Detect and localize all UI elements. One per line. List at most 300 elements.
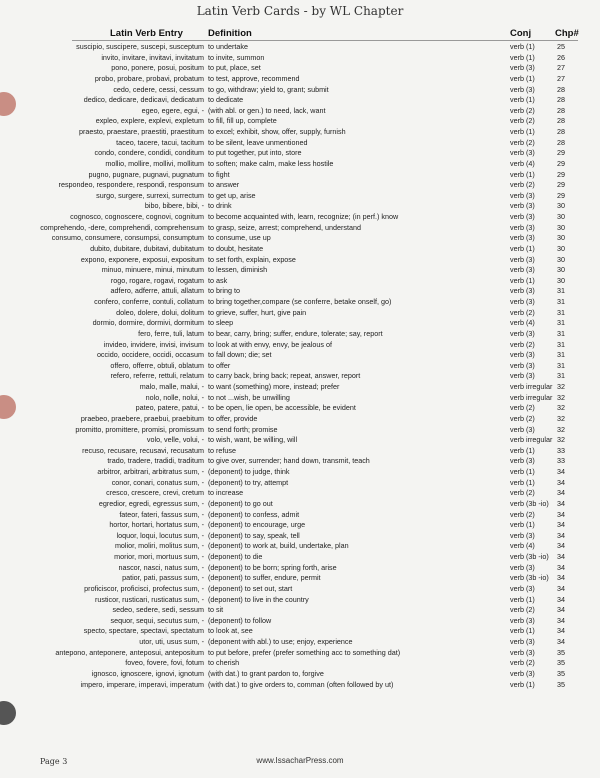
chapter-cell: 35 bbox=[557, 679, 565, 689]
table-row bbox=[0, 286, 600, 297]
conjugation-cell: verb (1) bbox=[510, 52, 535, 62]
definition-cell: to ask bbox=[208, 275, 228, 285]
latin-verb-entry: invideo, invidere, invisi, invisum bbox=[103, 339, 204, 349]
conjugation-cell: verb (3) bbox=[510, 350, 535, 360]
conjugation-cell: verb (1) bbox=[510, 467, 535, 476]
conjugation-cell: verb (2) bbox=[510, 509, 535, 519]
definition-cell: to fight bbox=[208, 169, 230, 179]
chapter-cell: 31 bbox=[557, 350, 565, 360]
conjugation-cell: verb (2) bbox=[510, 180, 535, 190]
definition-cell: to answer bbox=[208, 180, 240, 190]
conjugation-cell: verb (2) bbox=[510, 339, 535, 349]
chapter-cell: 29 bbox=[557, 148, 565, 158]
latin-verb-entry: dormio, dormire, dormivi, dormitum bbox=[92, 318, 204, 328]
conjugation-cell: verb (3) bbox=[510, 265, 535, 275]
latin-verb-entry: specto, spectare, spectavi, spectatum bbox=[83, 626, 204, 636]
definition-cell: to excel; exhibit, show, offer, supply, furnish bbox=[208, 127, 346, 136]
latin-verb-entry: bibo, bibere, bibi, - bbox=[144, 201, 204, 211]
table-row bbox=[0, 53, 600, 64]
definition-cell: (deponent) to die bbox=[208, 552, 263, 561]
definition-cell: to send forth; promise bbox=[208, 424, 278, 434]
latin-verb-entry: praebeo, praebere, praebui, praebitum bbox=[80, 413, 204, 423]
latin-verb-entry: surgo, surgere, surrexi, surrectum bbox=[96, 190, 204, 200]
table-row bbox=[0, 255, 600, 266]
definition-cell: to undertake bbox=[208, 42, 248, 51]
table-row bbox=[0, 478, 600, 489]
chapter-cell: 28 bbox=[557, 84, 565, 94]
latin-verb-entry: comprehendo, -dere, comprehendi, comprehensum bbox=[40, 222, 204, 232]
table-row bbox=[0, 584, 600, 595]
definition-cell: to not ...wish, be unwilling bbox=[208, 392, 290, 402]
definition-cell: to put before, prefer (prefer something acc to something dat) bbox=[208, 647, 401, 657]
table-row bbox=[0, 361, 600, 372]
table-row bbox=[0, 435, 600, 446]
page-number: Page 3 bbox=[40, 757, 68, 766]
chapter-cell: 34 bbox=[557, 605, 565, 615]
chapter-cell: 30 bbox=[557, 254, 565, 264]
latin-verb-entry: sedeo, sedere, sedi, sessum bbox=[112, 605, 204, 615]
definition-cell: (deponent) to be born; spring forth, arise bbox=[208, 562, 337, 572]
latin-verb-entry: cresco, crescere, crevi, cretum bbox=[106, 488, 204, 498]
latin-verb-entry: egeo, egere, egui, - bbox=[141, 105, 204, 115]
conjugation-cell: verb (2) bbox=[510, 403, 535, 413]
chapter-cell: 34 bbox=[557, 594, 565, 604]
definition-cell: to look at, see bbox=[208, 626, 253, 636]
table-row bbox=[0, 403, 600, 414]
latin-verb-entry: egredior, egredi, egressus sum, - bbox=[98, 498, 204, 508]
latin-verb-entry: suscipio, suscipere, suscepi, susceptum bbox=[76, 42, 204, 51]
conjugation-cell: verb (3) bbox=[510, 530, 535, 540]
latin-verb-entry: loquor, loqui, locutus sum, - bbox=[116, 530, 204, 540]
table-row bbox=[0, 191, 600, 202]
table-row bbox=[0, 233, 600, 244]
conjugation-cell: verb (3) bbox=[510, 637, 535, 646]
definition-cell: (deponent) to say, speak, tell bbox=[208, 530, 300, 540]
definition-cell: to grasp, seize, arrest; comprehend, understand bbox=[208, 222, 362, 232]
conjugation-cell: verb (1) bbox=[510, 275, 535, 285]
conjugation-cell: verb (2) bbox=[510, 605, 535, 615]
table-row bbox=[0, 658, 600, 669]
table-row bbox=[0, 382, 600, 393]
latin-verb-entry: respondeo, respondere, respondi, responsum bbox=[58, 180, 204, 190]
conjugation-cell: verb (3) bbox=[510, 201, 535, 211]
conjugation-cell: verb (3) bbox=[510, 456, 535, 466]
chapter-cell: 29 bbox=[557, 158, 565, 168]
chapter-cell: 28 bbox=[557, 137, 565, 147]
chapter-cell: 34 bbox=[557, 541, 565, 551]
definition-cell: to test, approve, recommend bbox=[208, 73, 300, 83]
latin-verb-entry: expono, exponere, exposui, expositum bbox=[80, 254, 204, 264]
chapter-cell: 34 bbox=[557, 562, 565, 572]
definition-cell: (deponent) to set out, start bbox=[208, 583, 293, 593]
conjugation-cell: verb (3) bbox=[510, 371, 535, 381]
latin-verb-entry: pono, ponere, posui, positum bbox=[111, 63, 204, 73]
definition-cell: to invite, summon bbox=[208, 52, 265, 62]
chapter-cell: 31 bbox=[557, 328, 565, 338]
table-row bbox=[0, 510, 600, 521]
definition-cell: to want (something) more, instead; prefer bbox=[208, 382, 340, 391]
conjugation-cell: verb (2) bbox=[510, 116, 535, 126]
conjugation-cell: verb (3) bbox=[510, 297, 535, 306]
table-row bbox=[0, 456, 600, 467]
conjugation-cell: verb (3) bbox=[510, 360, 535, 370]
latin-verb-entry: offero, offerre, obtuli, oblatum bbox=[110, 360, 204, 370]
table-row bbox=[0, 180, 600, 191]
definition-cell: to offer bbox=[208, 360, 231, 370]
conjugation-cell: verb (2) bbox=[510, 658, 535, 668]
latin-verb-entry: impero, imperare, imperavi, imperatum bbox=[80, 679, 204, 689]
chapter-cell: 34 bbox=[557, 626, 565, 636]
table-row bbox=[0, 371, 600, 382]
conjugation-cell: verb irregular bbox=[510, 382, 553, 391]
chapter-cell: 30 bbox=[557, 212, 565, 221]
conjugation-cell: verb (2) bbox=[510, 413, 535, 423]
table-row bbox=[0, 499, 600, 510]
chapter-cell: 34 bbox=[557, 509, 565, 519]
definition-cell: to bear, carry, bring; suffer, endure, tolerate; say, report bbox=[208, 328, 383, 338]
latin-verb-entry: utor, uti, usus sum, - bbox=[139, 637, 204, 646]
chapter-cell: 30 bbox=[557, 265, 565, 275]
table-row bbox=[0, 680, 600, 691]
table-row bbox=[0, 563, 600, 574]
definition-cell: to set forth, explain, expose bbox=[208, 254, 296, 264]
footer-url: www.IssacharPress.com bbox=[256, 756, 344, 765]
definition-cell: to be silent, leave unmentioned bbox=[208, 137, 308, 147]
conjugation-cell: verb (2) bbox=[510, 105, 535, 115]
latin-verb-entry: trado, tradere, tradidi, traditum bbox=[107, 456, 204, 466]
latin-verb-entry: pateo, patere, patui, - bbox=[135, 403, 204, 413]
definition-cell: to go, withdraw; yield to, grant; submit bbox=[208, 84, 329, 94]
chapter-cell: 27 bbox=[557, 73, 565, 83]
chapter-cell: 29 bbox=[557, 169, 565, 179]
latin-verb-entry: probo, probare, probavi, probatum bbox=[94, 73, 204, 83]
chapter-cell: 31 bbox=[557, 297, 565, 306]
table-row bbox=[0, 552, 600, 563]
definition-cell: to refuse bbox=[208, 445, 236, 455]
conjugation-cell: verb (3b -io) bbox=[510, 552, 549, 561]
latin-verb-entry: dubito, dubitare, dubitavi, dubitatum bbox=[90, 243, 204, 253]
latin-verb-entry: taceo, tacere, tacui, tacitum bbox=[116, 137, 204, 147]
header-definition: Definition bbox=[208, 28, 252, 39]
definition-cell: to be open, lie open, be accessible, be evident bbox=[208, 403, 356, 413]
conjugation-cell: verb irregular bbox=[510, 435, 553, 445]
latin-verb-entry: praesto, praestare, praestiti, praestitum bbox=[78, 127, 204, 136]
chapter-cell: 34 bbox=[557, 498, 565, 508]
conjugation-cell: verb (1) bbox=[510, 626, 535, 636]
chapter-cell: 28 bbox=[557, 127, 565, 136]
conjugation-cell: verb (4) bbox=[510, 318, 535, 328]
definition-cell: to put, place, set bbox=[208, 63, 261, 73]
conjugation-cell: verb (1) bbox=[510, 169, 535, 179]
latin-verb-entry: antepono, anteponere, anteposui, antepositum bbox=[55, 647, 204, 657]
chapter-cell: 34 bbox=[557, 615, 565, 625]
table-row bbox=[0, 106, 600, 117]
latin-verb-entry: cedo, cedere, cessi, cessum bbox=[113, 84, 204, 94]
definition-cell: (deponent) to judge, think bbox=[208, 467, 290, 476]
table-row bbox=[0, 85, 600, 96]
conjugation-cell: verb (1) bbox=[510, 42, 535, 51]
conjugation-cell: verb (1) bbox=[510, 73, 535, 83]
chapter-cell: 28 bbox=[557, 116, 565, 126]
conjugation-cell: verb (3b -io) bbox=[510, 498, 549, 508]
latin-verb-entry: proficiscor, proficisci, profectus sum, - bbox=[84, 583, 204, 593]
table-row bbox=[0, 244, 600, 255]
chapter-cell: 31 bbox=[557, 286, 565, 296]
chapter-cell: 29 bbox=[557, 180, 565, 190]
chapter-cell: 33 bbox=[557, 445, 565, 455]
table-row bbox=[0, 223, 600, 234]
table-row bbox=[0, 393, 600, 404]
definition-cell: to wish, want, be willing, will bbox=[208, 435, 298, 445]
table-row bbox=[0, 265, 600, 276]
table-row bbox=[0, 329, 600, 340]
chapter-cell: 31 bbox=[557, 307, 565, 317]
definition-cell: to consume, use up bbox=[208, 233, 271, 243]
latin-verb-entry: confero, conferre, contuli, collatum bbox=[94, 297, 204, 306]
definition-cell: to fill, fill up, complete bbox=[208, 116, 277, 126]
table-row bbox=[0, 170, 600, 181]
conjugation-cell: verb (3) bbox=[510, 63, 535, 73]
chapter-cell: 32 bbox=[557, 403, 565, 413]
table-row bbox=[0, 467, 600, 478]
conjugation-cell: verb (3) bbox=[510, 583, 535, 593]
definition-cell: to drink bbox=[208, 201, 232, 211]
table-row bbox=[0, 297, 600, 308]
verb-table bbox=[0, 42, 600, 690]
definition-cell: to bring to bbox=[208, 286, 240, 296]
latin-verb-entry: foveo, fovere, fovi, fotum bbox=[125, 658, 204, 668]
latin-verb-entry: adfero, adferre, attuli, allatum bbox=[110, 286, 204, 296]
latin-verb-entry: ignosco, ignoscere, ignovi, ignotum bbox=[91, 668, 204, 678]
definition-cell: (deponent) to suffer, endure, permit bbox=[208, 573, 321, 583]
conjugation-cell: verb (1) bbox=[510, 127, 535, 136]
chapter-cell: 30 bbox=[557, 275, 565, 285]
definition-cell: to become acquainted with, learn, recognize; (in perf.) know bbox=[208, 212, 399, 221]
conjugation-cell: verb (1) bbox=[510, 594, 535, 604]
chapter-cell: 31 bbox=[557, 339, 565, 349]
conjugation-cell: verb (3) bbox=[510, 647, 535, 657]
table-row bbox=[0, 318, 600, 329]
latin-verb-entry: sequor, sequi, secutus sum, - bbox=[110, 615, 204, 625]
table-row bbox=[0, 669, 600, 680]
definition-cell: (deponent) to encourage, urge bbox=[208, 520, 306, 530]
chapter-cell: 34 bbox=[557, 573, 565, 583]
header-latin-verb-entry: Latin Verb Entry bbox=[110, 28, 183, 39]
chapter-cell: 35 bbox=[557, 668, 565, 678]
latin-verb-entry: rogo, rogare, rogavi, rogatum bbox=[110, 275, 204, 285]
definition-cell: to fall down; die; set bbox=[208, 350, 272, 360]
latin-verb-entry: molior, moliri, molitus sum, - bbox=[114, 541, 204, 551]
definition-cell: to put together, put into, store bbox=[208, 148, 302, 158]
chapter-cell: 30 bbox=[557, 222, 565, 232]
latin-verb-entry: volo, velle, volui, - bbox=[146, 435, 204, 445]
table-row bbox=[0, 573, 600, 584]
chapter-cell: 31 bbox=[557, 318, 565, 328]
latin-verb-entry: condo, condere, condidi, conditum bbox=[94, 148, 204, 158]
conjugation-cell: verb (3) bbox=[510, 254, 535, 264]
definition-cell: to increase bbox=[208, 488, 244, 498]
definition-cell: to get up, arise bbox=[208, 190, 256, 200]
conjugation-cell: verb (2) bbox=[510, 488, 535, 498]
conjugation-cell: verb (2) bbox=[510, 307, 535, 317]
table-row bbox=[0, 212, 600, 223]
chapter-cell: 32 bbox=[557, 435, 565, 445]
definition-cell: to sleep bbox=[208, 318, 234, 328]
chapter-cell: 34 bbox=[557, 583, 565, 593]
latin-verb-entry: recuso, recusare, recusavi, recusatum bbox=[82, 445, 204, 455]
conjugation-cell: verb (3b -io) bbox=[510, 573, 549, 583]
definition-cell: (with abl. or gen.) to need, lack, want bbox=[208, 105, 326, 115]
table-row bbox=[0, 148, 600, 159]
conjugation-cell: verb (3) bbox=[510, 84, 535, 94]
table-row bbox=[0, 520, 600, 531]
table-row bbox=[0, 276, 600, 287]
latin-verb-entry: hortor, hortari, hortatus sum, - bbox=[109, 520, 204, 530]
definition-cell: to dedicate bbox=[208, 95, 244, 105]
chapter-cell: 32 bbox=[557, 392, 565, 402]
chapter-cell: 34 bbox=[557, 488, 565, 498]
table-row bbox=[0, 74, 600, 85]
definition-cell: to look at with envy, envy, be jealous of bbox=[208, 339, 332, 349]
chapter-cell: 27 bbox=[557, 63, 565, 73]
conjugation-cell: verb (2) bbox=[510, 137, 535, 147]
definition-cell: to carry back, bring back; repeat, answer, report bbox=[208, 371, 361, 381]
latin-verb-entry: fero, ferre, tuli, latum bbox=[138, 328, 204, 338]
conjugation-cell: verb (1) bbox=[510, 679, 535, 689]
header-chapter: Chp# bbox=[555, 28, 579, 39]
chapter-cell: 34 bbox=[557, 467, 565, 476]
definition-cell: (with dat.) to grant pardon to, forgive bbox=[208, 668, 324, 678]
chapter-cell: 31 bbox=[557, 371, 565, 381]
conjugation-cell: verb (3) bbox=[510, 615, 535, 625]
table-row bbox=[0, 159, 600, 170]
table-row bbox=[0, 138, 600, 149]
header-conj: Conj bbox=[510, 28, 532, 39]
table-row bbox=[0, 425, 600, 436]
chapter-cell: 35 bbox=[557, 647, 565, 657]
conjugation-cell: verb (3) bbox=[510, 668, 535, 678]
conjugation-cell: verb (3) bbox=[510, 286, 535, 296]
latin-verb-entry: minuo, minuere, minui, minutum bbox=[101, 265, 204, 275]
latin-verb-entry: patior, pati, passus sum, - bbox=[122, 573, 204, 583]
conjugation-cell: verb (1) bbox=[510, 445, 535, 455]
conjugation-cell: verb (1) bbox=[510, 95, 535, 105]
latin-verb-entry: expleo, explere, explevi, expletum bbox=[95, 116, 204, 126]
table-row bbox=[0, 488, 600, 499]
table-row bbox=[0, 414, 600, 425]
chapter-cell: 32 bbox=[557, 382, 565, 391]
table-row bbox=[0, 350, 600, 361]
conjugation-cell: verb (3) bbox=[510, 190, 535, 200]
definition-cell: to give over, surrender; hand down, transmit, teach bbox=[208, 456, 370, 466]
table-row bbox=[0, 637, 600, 648]
chapter-cell: 28 bbox=[557, 105, 565, 115]
page-title: Latin Verb Cards - by WL Chapter bbox=[196, 4, 404, 18]
chapter-cell: 33 bbox=[557, 456, 565, 466]
latin-verb-entry: occido, occidere, occidi, occasum bbox=[96, 350, 204, 360]
conjugation-cell: verb (3) bbox=[510, 233, 535, 243]
table-row bbox=[0, 116, 600, 127]
conjugation-cell: verb (4) bbox=[510, 541, 535, 551]
definition-cell: to bring together,compare (se conferre, betake onself, go) bbox=[208, 297, 392, 306]
latin-verb-entry: conor, conari, conatus sum, - bbox=[111, 477, 204, 487]
table-row bbox=[0, 605, 600, 616]
definition-cell: (deponent) to confess, admit bbox=[208, 509, 300, 519]
chapter-cell: 34 bbox=[557, 552, 565, 561]
latin-verb-entry: promitto, promittere, promisi, promissum bbox=[75, 424, 204, 434]
definition-cell: (deponent) to go out bbox=[208, 498, 273, 508]
definition-cell: (with dat.) to give orders to, comman (often followed by ut) bbox=[208, 679, 394, 689]
table-row bbox=[0, 616, 600, 627]
table-row bbox=[0, 648, 600, 659]
definition-cell: to offer, provide bbox=[208, 413, 258, 423]
conjugation-cell: verb (3) bbox=[510, 562, 535, 572]
conjugation-cell: verb (4) bbox=[510, 158, 535, 168]
chapter-cell: 34 bbox=[557, 477, 565, 487]
chapter-cell: 25 bbox=[557, 42, 565, 51]
chapter-cell: 29 bbox=[557, 190, 565, 200]
latin-verb-entry: cognosco, cognoscere, cognovi, cognitum bbox=[70, 212, 204, 221]
chapter-cell: 34 bbox=[557, 530, 565, 540]
chapter-cell: 34 bbox=[557, 520, 565, 530]
punch-hole-bottom bbox=[0, 701, 16, 725]
definition-cell: (deponent with abl.) to use; enjoy, experience bbox=[208, 637, 353, 646]
conjugation-cell: verb (3) bbox=[510, 148, 535, 158]
table-row bbox=[0, 626, 600, 637]
definition-cell: (deponent) to follow bbox=[208, 615, 272, 625]
latin-verb-entry: pugno, pugnare, pugnavi, pugnatum bbox=[88, 169, 204, 179]
table-row bbox=[0, 308, 600, 319]
latin-verb-entry: refero, referre, rettuli, relatum bbox=[110, 371, 204, 381]
table-row bbox=[0, 42, 600, 53]
definition-cell: to doubt, hesitate bbox=[208, 243, 264, 253]
chapter-cell: 32 bbox=[557, 413, 565, 423]
definition-cell: to soften; make calm, make less hostile bbox=[208, 158, 334, 168]
table-row bbox=[0, 541, 600, 552]
latin-verb-entry: dedico, dedicare, dedicavi, dedicatum bbox=[83, 95, 204, 105]
header-rule bbox=[72, 40, 578, 41]
conjugation-cell: verb (3) bbox=[510, 212, 535, 221]
chapter-cell: 35 bbox=[557, 658, 565, 668]
latin-verb-entry: invito, invitare, invitavi, invitatum bbox=[101, 52, 204, 62]
table-row bbox=[0, 340, 600, 351]
chapter-cell: 26 bbox=[557, 52, 565, 62]
latin-verb-entry: malo, malle, malui, - bbox=[139, 382, 204, 391]
definition-cell: (deponent) to work at, build, undertake, plan bbox=[208, 541, 349, 551]
table-row bbox=[0, 201, 600, 212]
chapter-cell: 30 bbox=[557, 243, 565, 253]
conjugation-cell: verb (1) bbox=[510, 477, 535, 487]
definition-cell: to sit bbox=[208, 605, 224, 615]
latin-verb-entry: nascor, nasci, natus sum, - bbox=[118, 562, 204, 572]
table-row bbox=[0, 531, 600, 542]
latin-verb-entry: morior, mori, mortuus sum, - bbox=[114, 552, 204, 561]
chapter-cell: 30 bbox=[557, 233, 565, 243]
table-row bbox=[0, 595, 600, 606]
latin-verb-entry: rusticor, rusticari, rusticatus sum, - bbox=[94, 594, 204, 604]
chapter-cell: 34 bbox=[557, 637, 565, 646]
chapter-cell: 30 bbox=[557, 201, 565, 211]
latin-verb-entry: fateor, fateri, fassus sum, - bbox=[119, 509, 204, 519]
conjugation-cell: verb (1) bbox=[510, 243, 535, 253]
chapter-cell: 32 bbox=[557, 424, 565, 434]
latin-verb-entry: consumo, consumere, consumpsi, consumptum bbox=[51, 233, 204, 243]
latin-verb-entry: mollio, mollire, mollivi, mollitum bbox=[105, 158, 204, 168]
chapter-cell: 28 bbox=[557, 95, 565, 105]
conjugation-cell: verb (3) bbox=[510, 424, 535, 434]
conjugation-cell: verb (3) bbox=[510, 328, 535, 338]
definition-cell: (deponent) to live in the country bbox=[208, 594, 309, 604]
